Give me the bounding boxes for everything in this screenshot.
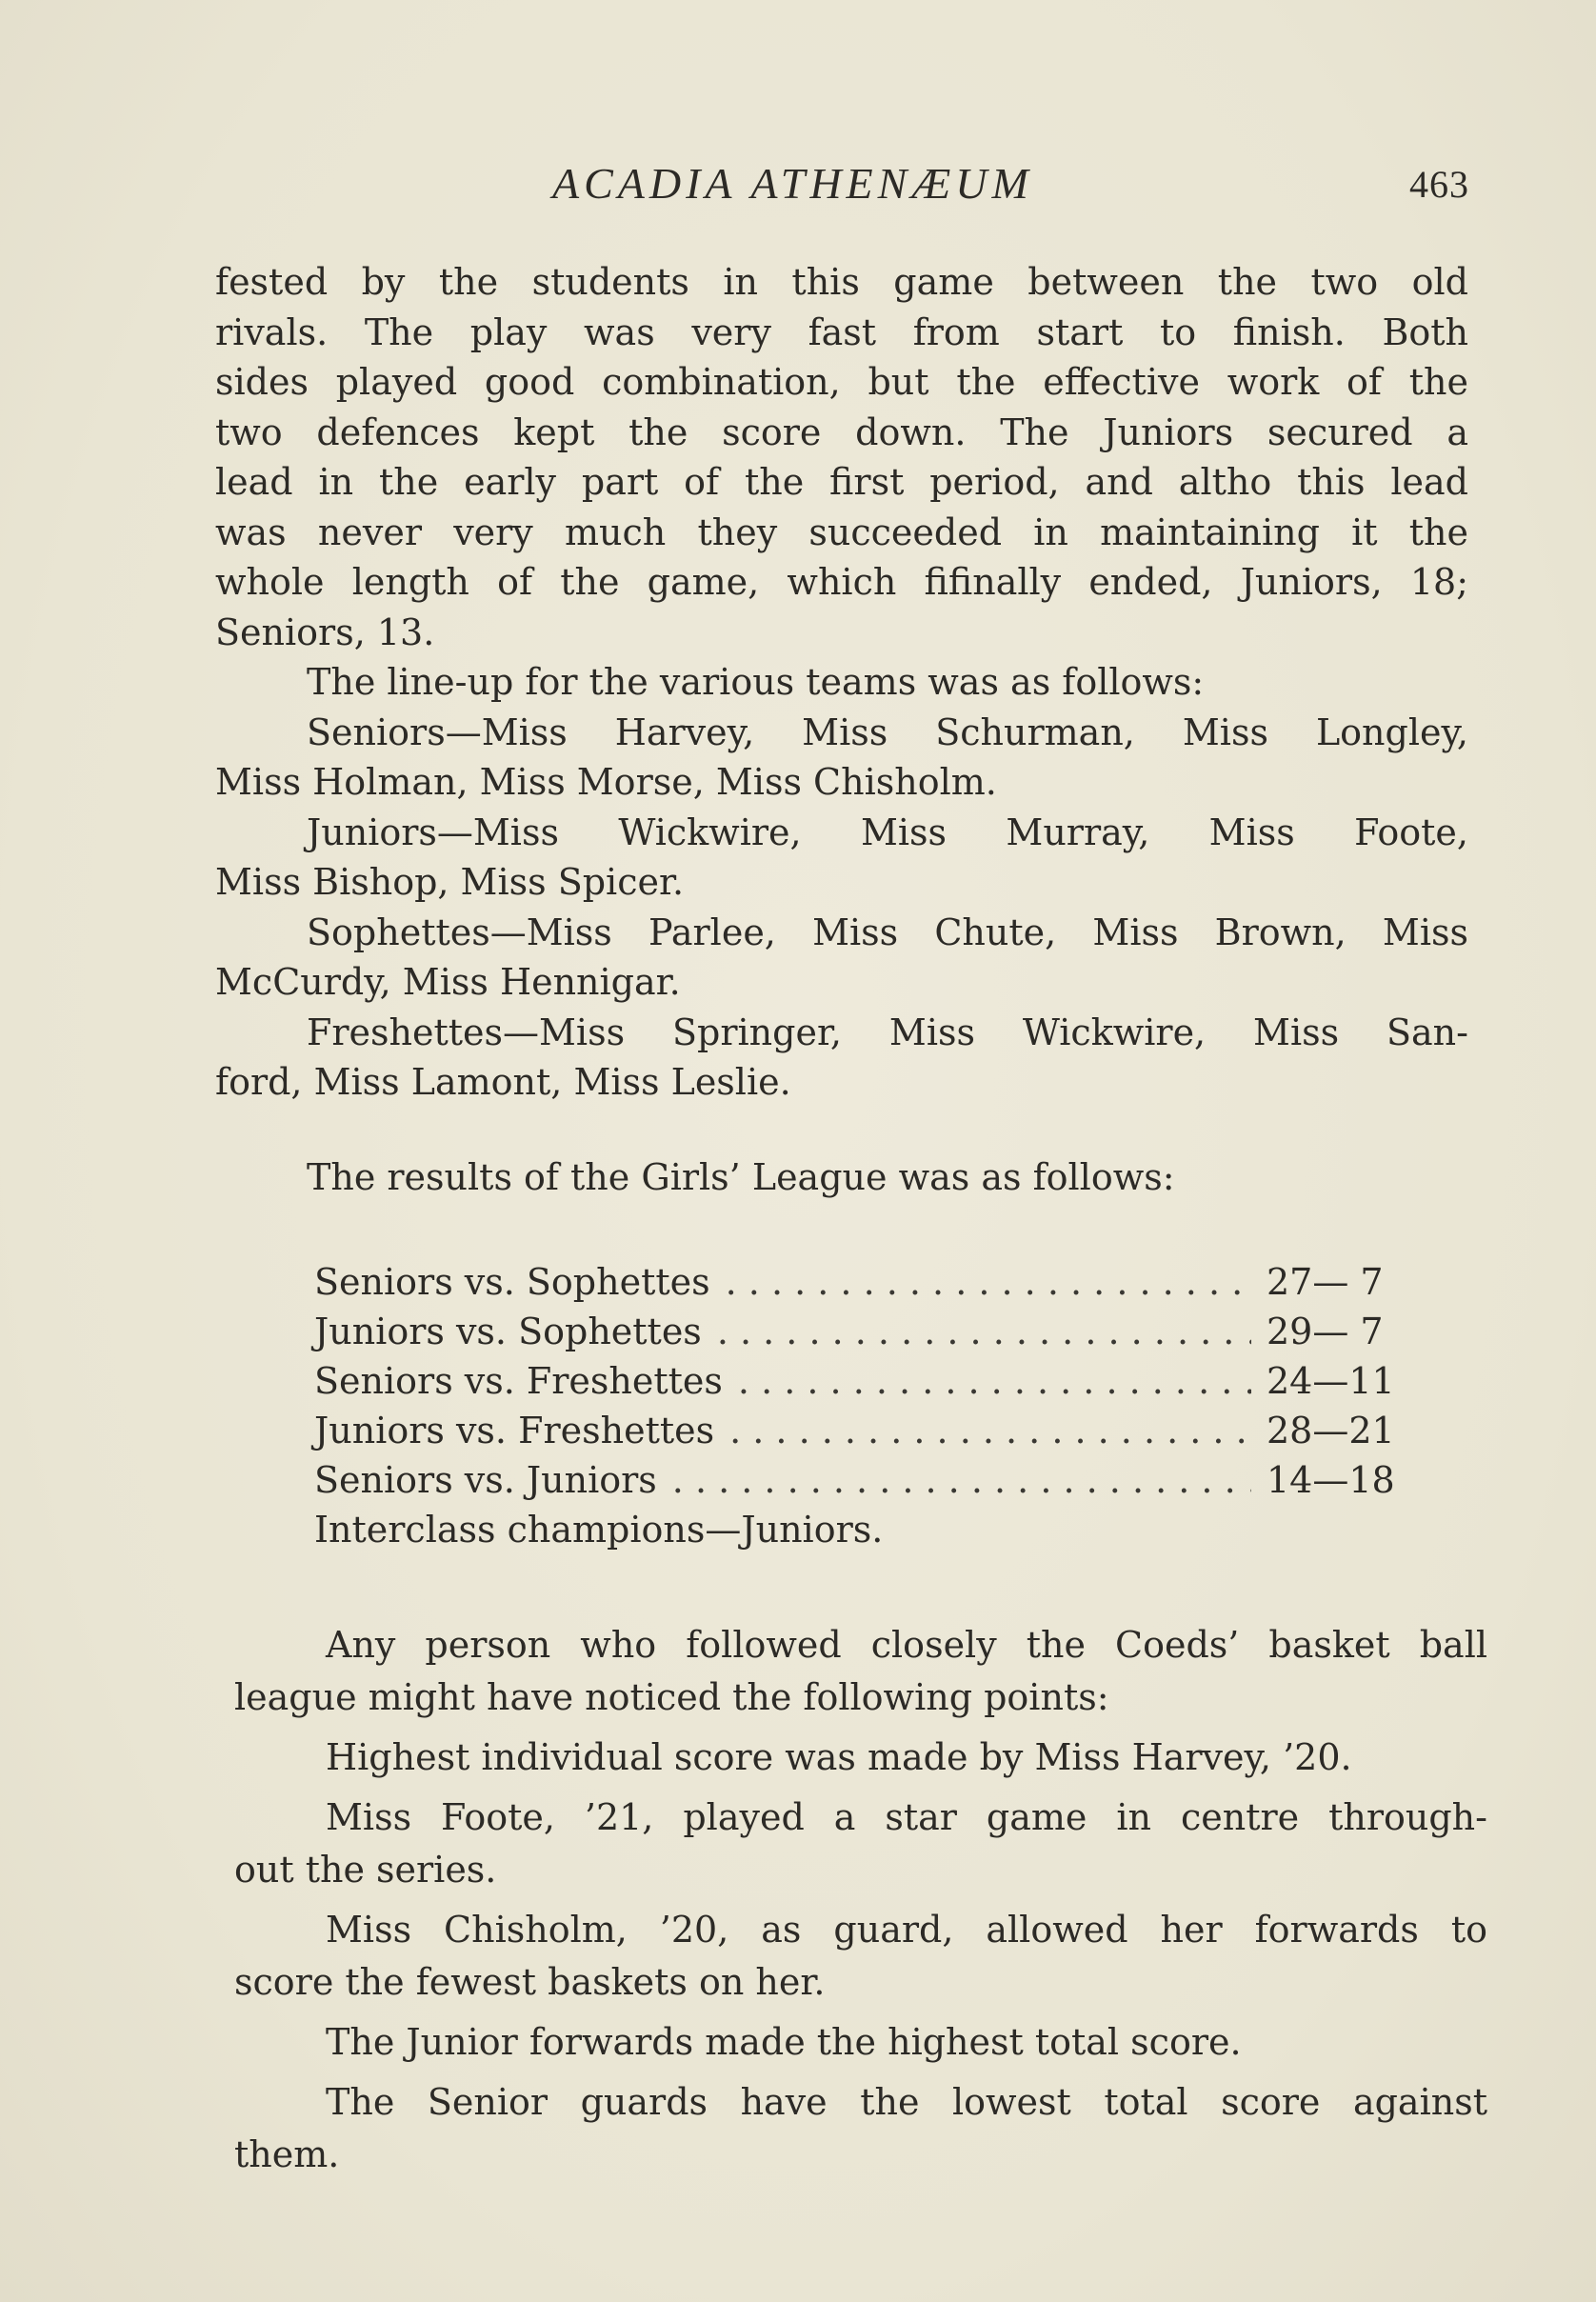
result-score: 28—21 — [1267, 1410, 1395, 1451]
champions-text: Interclass champions—Juniors. — [314, 1509, 884, 1551]
text-line: Highest individual score was made by Miss Harvey, ’20. — [326, 1736, 1352, 1778]
result-score: 24—11 — [1267, 1360, 1395, 1402]
text-line: The results of the Girls’ League was as follows: — [307, 1156, 1175, 1198]
text-line: The Senior guards have the lowest total score against — [326, 2081, 1487, 2123]
result-match: Juniors vs. Freshettes — [314, 1410, 715, 1451]
results-intro — [215, 1152, 1468, 1203]
result-row — [314, 1257, 1400, 1307]
text-line: Miss Chisholm, ’20, as guard, allowed her forwards to — [326, 1909, 1487, 1951]
text-line: was never very much they succeeded in maintaining it the — [215, 510, 1468, 553]
running-title: ACADIA ATHENÆUM — [552, 159, 1033, 208]
text-line: Juniors—Miss Wickwire, Miss Murray, Miss Foote, — [307, 811, 1468, 853]
text-line: them. — [234, 2133, 340, 2175]
text-line: Any person who followed closely the Coeds’ basket ball — [326, 1624, 1487, 1666]
article-continuation — [215, 257, 1468, 1108]
text-line: whole length of the game, which fifinally ended, Juniors, 18; — [215, 561, 1468, 603]
result-row — [314, 1356, 1400, 1406]
text-line: rivals. The play was very fast from start to finish. Both — [215, 310, 1468, 353]
dot-leader — [726, 1257, 1251, 1307]
result-score: 29— 7 — [1267, 1311, 1384, 1352]
result-score: 27— 7 — [1267, 1261, 1384, 1303]
text-line: score the fewest baskets on her. — [234, 1961, 826, 2003]
text-line: Miss Bishop, Miss Spicer. — [215, 861, 685, 903]
dot-leader — [738, 1356, 1251, 1406]
result-match: Seniors vs. Juniors — [314, 1459, 657, 1501]
text-line: fested by the students in this game between the two old — [215, 261, 1468, 303]
text-line: ford, Miss Lamont, Miss Leslie. — [215, 1061, 791, 1103]
dot-leader — [672, 1455, 1251, 1505]
dot-leader — [729, 1406, 1251, 1455]
result-score: 14—18 — [1267, 1459, 1395, 1501]
text-line: lead in the early part of the first period, and altho this lead — [215, 461, 1468, 503]
text-line: Seniors—Miss Harvey, Miss Schurman, Miss Longley, — [307, 711, 1468, 753]
result-match: Seniors vs. Sophettes — [314, 1261, 710, 1303]
text-line: Sophettes—Miss Parlee, Miss Chute, Miss Brown, Miss — [307, 911, 1468, 953]
text-line: McCurdy, Miss Hennigar. — [215, 961, 681, 1003]
page-number: 463 — [1409, 163, 1469, 206]
result-match: Juniors vs. Sophettes — [314, 1311, 702, 1352]
text-line: The Junior forwards made the highest total score. — [326, 2021, 1242, 2063]
text-line: Miss Foote, ’21, played a star game in centre through- — [326, 1796, 1487, 1838]
result-row — [314, 1307, 1400, 1356]
text-line: out the series. — [234, 1849, 497, 1891]
dot-leader — [717, 1307, 1251, 1356]
text-line: Miss Holman, Miss Morse, Miss Chisholm. — [215, 761, 997, 803]
page-header — [0, 152, 1596, 219]
champions-line — [314, 1505, 1400, 1554]
result-row — [314, 1406, 1400, 1455]
text-line: two defences kept the score down. The Juniors secured a — [215, 410, 1468, 453]
results-table — [314, 1257, 1400, 1554]
text-line: sides played good combination, but the effective work of the — [215, 361, 1468, 403]
text-line: Seniors, 13. — [215, 611, 435, 653]
text-line: The line-up for the various teams was as follows: — [307, 661, 1205, 703]
result-match: Seniors vs. Freshettes — [314, 1360, 723, 1402]
result-row — [314, 1455, 1400, 1505]
observations — [234, 1619, 1487, 2181]
text-line: Freshettes—Miss Springer, Miss Wickwire, Miss San- — [307, 1011, 1468, 1053]
text-line: league might have noticed the following points: — [234, 1676, 1109, 1718]
